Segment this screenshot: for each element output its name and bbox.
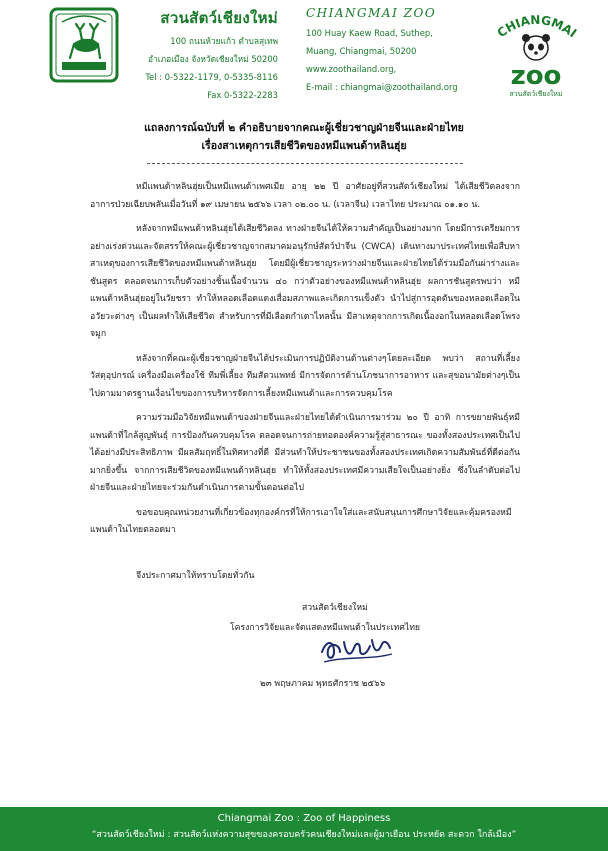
title-line-1: แถลงการณ์ฉบับที่ ๒ คำอธิบายจากคณะผู้เชี่ยวชาญฝ่ายจีนและฝ่ายไทย xyxy=(144,122,464,134)
thai-tel: Tel : 0-5322-1179, 0-5335-8116 xyxy=(145,72,278,82)
thai-fax: Fax 0-5322-2283 xyxy=(207,90,278,100)
statement-title xyxy=(0,119,608,155)
svg-text:zoo: zoo xyxy=(510,61,562,91)
thai-org-name: สวนสัตว์เชียงใหม่ xyxy=(160,9,278,27)
paragraph-3: หลังจากที่คณะผู้เชี่ยวชาญฝ่ายจีนได้ประเมินการปฏิบัติงานด้านต่างๆโดยละเอียด พบว่า สถานที่เลี้ยง วัสดุอุปกรณ์ เครื่องมือเครื่องใช้ ทีมพี่เลี้ยง ทีมสัตวแพทย์ มีการจัดการด้านโภชนาการอาหาร และสุขอนามัยต่างๆเป็นไปตามมาตรฐานเงื่อนไขของการบริหารจัดการเลี้ยงหมีแพนด้าและการควบคุมโรค xyxy=(90,353,520,399)
thai-address-block xyxy=(130,6,278,104)
footer-motto: “สวนสัตว์เชียงใหม่ : สวนสัตว์แห่งความสุขของครอบครัวคนเชียงใหม่และผู้มาเยือน ประหยัด สะดวก ใกล้เมือง” xyxy=(91,830,517,840)
paragraph-1: หมีแพนด้าหลินฮุ่ยเป็นหมีแพนด้าเพศเมีย อายุ ๒๒ ปี อาศัยอยู่ที่สวนสัตว์เชียงใหม่ ได้เสียชีวิตลงจากอาการป่วยเฉียบพลันเมื่อวันที่ ๑๙ เมษายน ๒๕๖๖ เวลา ๐๒.๐๐ น. (เวลาจีน) เวลาไทย ประมาณ ๐๑.๑๐ น. xyxy=(90,182,520,210)
thai-address-line-2: อำเภอเมือง จังหวัดเชียงใหม่ 50200 xyxy=(148,54,278,64)
signatory-org-2: โครงการวิจัยและจัดแสดงหมีแพนด้าในประเทศไทย xyxy=(230,623,421,633)
statement-body xyxy=(90,179,520,547)
english-org-name: CHIANGMAI ZOO xyxy=(306,6,437,20)
handwritten-signature-icon xyxy=(316,630,396,670)
english-email: E-mail : chiangmai@zoothailand.org xyxy=(306,82,458,92)
svg-text:CHIANGMAI: CHIANGMAI xyxy=(494,12,580,41)
closing-announcement: จึงประกาศมาให้ทราบโดยทั่วกัน xyxy=(136,571,255,581)
signature-date: ๒๓ พฤษภาคม พุทธศักราช ๒๕๖๖ xyxy=(260,679,386,689)
footer-bar xyxy=(0,807,608,851)
english-address-block xyxy=(306,6,486,96)
letterhead xyxy=(0,0,608,100)
paragraph-2: หลังจากหมีแพนด้าหลินฮุ่ยได้เสียชีวิตลง ทางฝ่ายจีนได้ให้ความสำคัญเป็นอย่างมาก โดยมีการเตรียมการอย่างเร่งด่วนและจัดสรรให้คณะผู้เชี่ยวชาญจากสมาคมอนุรักษ์สัตว์ป่าจีน (CWCA) เดินทางมาประเทศไทยเพื่อสืบหาสาเหตุของการเสียชีวิตของหมีแพนด้าหลินฮุ่ย โดยมีผู้เชี่ยวชาญระหว่างฝ่ายจีนและฝ่ายไทยได้ร่วมมือกันผ่าร่างและชันสูตร ตลอดจนการเก็บตัวอย่างชิ้นเนื้อจำนวน ๔๐ กว่าตัวอย่างของหมีแพนด้าหลินฮุ่ย ผลการชันสูตรพบว่า หมีแพนด้าหลินฮุ่ยอยู่ในวัยชรา ทำให้หลอดเลือดแดงเสื่อมสภาพและเกิดการแข็งตัว นำไปสู่การอุดตันของหลอดเลือดในอวัยวะต่างๆ เป็นผลทำให้เสียชีวิต สำหรับการที่มีเลือดกำเดาไหลนั้น มีสาเหตุจากการเกิดเนื้องอกในหลอดเลือดโพรงจมูก xyxy=(90,224,520,339)
chiangmai-zoo-panda-logo-icon xyxy=(484,4,588,100)
english-address-line-1: 100 Huay Kaew Road, Suthep, xyxy=(306,28,433,38)
english-address-line-2: Muang, Chiangmai, 50200 xyxy=(306,46,417,56)
zpo-seal-logo-icon xyxy=(48,6,120,84)
thai-address-line-1: 100 ถนนห้วยแก้ว ตำบลสุเทพ xyxy=(170,36,278,46)
paragraph-4: ความร่วมมือวิจัยหมีแพนด้าของฝ่ายจีนและฝ่ายไทยได้ดำเนินการมาร่วม ๒๐ ปี อาทิ การขยายพันธุ์หมีแพนด้าที่ใกล้สูญพันธุ์ การป้องกันควบคุมโรค ตลอดจนการถ่ายทอดองค์ความรู้สู่สาธารณะ ของทั้งสองประเทศเป็นไปได้อย่างมีประสิทธิภาพ มีผลสัมฤทธิ์ในทิศทางที่ดี มีส่วนทำให้ประชาชนของทั้งสองประเทศเกิดความสัมพันธ์ที่ดีต่อกันมากยิ่งขึ้น จากการเสียชีวิตของหมีแพนด้าหลินฮุ่ย ทำให้ทั้งสองประเทศมีความเสียใจเป็นอย่างยิ่ง ซึ่งในลำดับต่อไป ฝ่ายจีนและฝ่ายไทยจะร่วมกันดำเนินการตามขั้นตอนต่อไป xyxy=(90,413,520,493)
footer-slogan: Chiangmai Zoo : Zoo of Happiness xyxy=(217,813,391,824)
svg-text:สวนสัตว์เชียงใหม่: สวนสัตว์เชียงใหม่ xyxy=(509,90,563,98)
title-line-2: เรื่องสาเหตุการเสียชีวิตของหมีแพนด้าหลินฮุ่ย xyxy=(201,140,407,152)
paragraph-5: ขอขอบคุณหน่วยงานที่เกี่ยวข้องทุกองค์กรที่ให้การเอาใจใส่และสนับสนุนการศึกษาวิจัยและคุ้มครองหมีแพนด้าในไทยตลอดมา xyxy=(90,507,512,535)
english-website: www.zoothailand.org, xyxy=(306,64,397,74)
signatory-org-1: สวนสัตว์เชียงใหม่ xyxy=(302,603,368,613)
title-divider xyxy=(147,163,463,164)
